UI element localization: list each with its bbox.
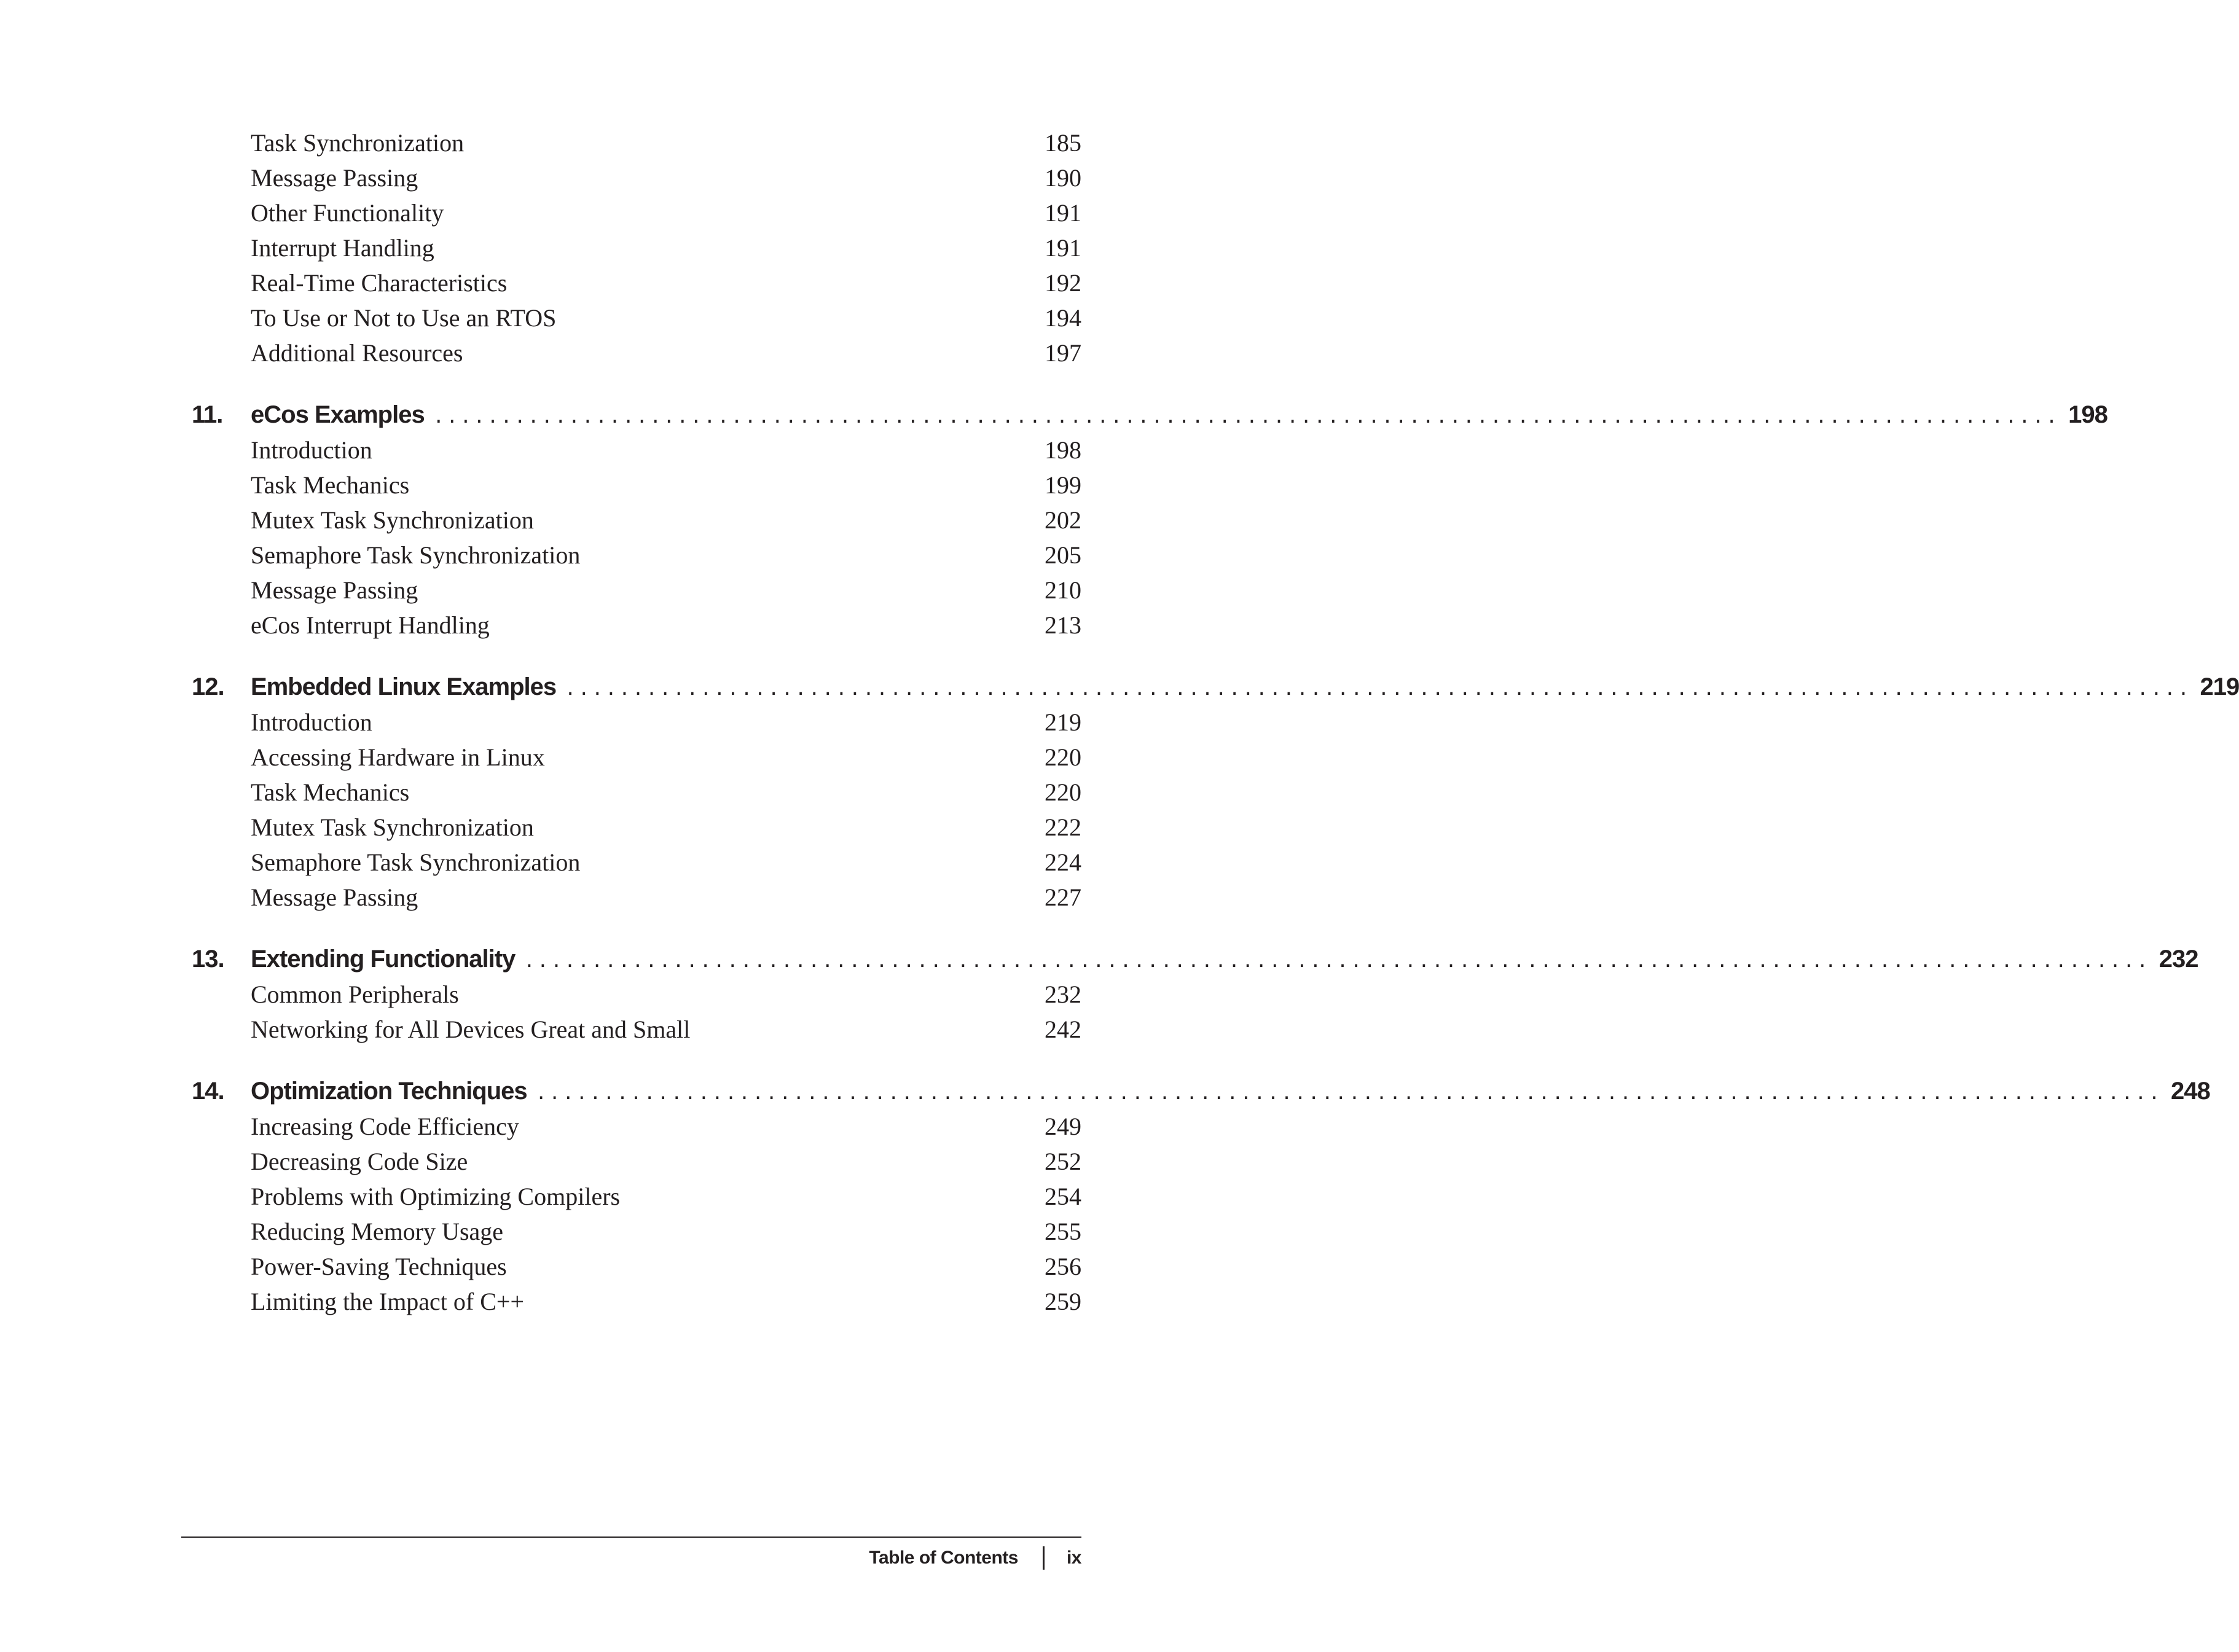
- toc-entry-page: 191: [1045, 234, 1081, 262]
- toc-entry[interactable]: [192, 468, 1081, 503]
- toc-entry[interactable]: [192, 1214, 1081, 1249]
- toc-entry-page: 199: [1045, 471, 1081, 499]
- toc-entry[interactable]: [192, 1179, 1081, 1214]
- toc-entry-title: Mutex Task Synchronization: [251, 506, 534, 534]
- toc-entry-page: 249: [1045, 1113, 1081, 1140]
- toc-entry[interactable]: [192, 810, 1081, 845]
- toc-entry[interactable]: [192, 300, 1081, 335]
- toc-entry[interactable]: [192, 705, 1081, 740]
- page-footer: [869, 1540, 1081, 1576]
- toc-entry-page: 210: [1045, 576, 1081, 604]
- toc-entry-page: 197: [1045, 339, 1081, 367]
- toc-entry[interactable]: [192, 775, 1081, 810]
- toc-entry[interactable]: [192, 433, 1081, 468]
- toc-entry[interactable]: [192, 195, 1081, 230]
- toc-entry-title: Other Functionality: [251, 199, 444, 227]
- chapter-number: 12.: [192, 673, 224, 700]
- chapter-page: 232: [2159, 945, 2198, 973]
- toc-entry[interactable]: [192, 573, 1081, 608]
- toc-entry-title: Accessing Hardware in Linux: [251, 743, 545, 771]
- toc-entry-page: 205: [1045, 541, 1081, 569]
- dot-leader: ........................................................................................................................: [523, 950, 2151, 972]
- toc-entry[interactable]: [192, 608, 1081, 643]
- toc-entry-page: 194: [1045, 304, 1081, 332]
- toc-entry-title: Reducing Memory Usage: [251, 1218, 504, 1245]
- toc-entry-title: Common Peripherals: [251, 981, 459, 1008]
- toc-entry[interactable]: [192, 1109, 1081, 1144]
- dot-leader: ........................................................................................................................: [565, 678, 2192, 700]
- toc-entry-title: Limiting the Impact of C++: [251, 1288, 525, 1315]
- toc-entry-page: 191: [1045, 199, 1081, 227]
- toc-entry-page: 252: [1045, 1148, 1081, 1175]
- chapter-page: 198: [2068, 401, 2108, 428]
- toc-entry-title: Semaphore Task Synchronization: [251, 541, 581, 569]
- toc-entry-title: To Use or Not to Use an RTOS: [251, 304, 557, 332]
- toc-entry[interactable]: [192, 977, 1081, 1012]
- dot-leader: ........................................................................................................................: [433, 406, 2060, 428]
- toc-entry-page: 185: [1045, 129, 1081, 157]
- toc-entry[interactable]: [192, 125, 1081, 160]
- chapter-page: 248: [2171, 1078, 2210, 1105]
- toc-entry[interactable]: [192, 1284, 1081, 1319]
- toc-entry-title: Semaphore Task Synchronization: [251, 848, 581, 876]
- toc-entry-page: 222: [1045, 813, 1081, 841]
- toc-entry[interactable]: [192, 160, 1081, 195]
- dot-leader: ........................................................................................................................: [535, 1082, 2163, 1104]
- toc-entry-page: 202: [1045, 506, 1081, 534]
- toc-entry-page: 224: [1045, 848, 1081, 876]
- toc-entry-title: Networking for All Devices Great and Small: [251, 1016, 691, 1043]
- toc-entry-title: Task Mechanics: [251, 471, 410, 499]
- footer-divider: [181, 1537, 1081, 1538]
- toc-entry[interactable]: [192, 335, 1081, 370]
- toc-entry[interactable]: [192, 1144, 1081, 1179]
- chapter-title: Optimization Techniques: [251, 1078, 527, 1105]
- footer-page-number: ix: [1066, 1548, 1081, 1568]
- footer-separator: [1043, 1546, 1045, 1570]
- toc-entry[interactable]: [192, 1012, 1081, 1047]
- toc-entry-page: 259: [1045, 1288, 1081, 1315]
- toc-entry-title: eCos Interrupt Handling: [251, 611, 490, 639]
- toc-entry-page: 220: [1045, 743, 1081, 771]
- toc-entry[interactable]: [192, 230, 1081, 265]
- toc-entry-page: 198: [1045, 436, 1081, 464]
- footer-section-title: Table of Contents: [869, 1548, 1018, 1568]
- toc-entry-page: 256: [1045, 1253, 1081, 1280]
- toc-entry-title: Message Passing: [251, 576, 418, 604]
- chapter-title: eCos Examples: [251, 401, 425, 428]
- chapter-page: 219: [2200, 673, 2239, 700]
- toc-entry-page: 190: [1045, 164, 1081, 192]
- chapter-heading-13[interactable]: [192, 942, 2198, 977]
- toc-entry-title: Introduction: [251, 708, 372, 736]
- toc-entry-page: 213: [1045, 611, 1081, 639]
- chapter-heading-11[interactable]: [192, 397, 2108, 433]
- toc-entry-page: 192: [1045, 269, 1081, 297]
- toc-entry[interactable]: [192, 845, 1081, 880]
- toc-entry-page: 242: [1045, 1016, 1081, 1043]
- toc-entry-page: 255: [1045, 1218, 1081, 1245]
- chapter-number: 11.: [192, 401, 223, 428]
- chapter-heading-14[interactable]: [192, 1074, 2210, 1109]
- chapter-heading-12[interactable]: [192, 670, 2239, 705]
- toc-entry-title: Decreasing Code Size: [251, 1148, 468, 1175]
- toc-entry-title: Additional Resources: [251, 339, 463, 367]
- toc-entry-title: Mutex Task Synchronization: [251, 813, 534, 841]
- toc-entry[interactable]: [192, 538, 1081, 573]
- toc-entry-title: Message Passing: [251, 883, 418, 911]
- chapter-number: 13.: [192, 945, 224, 973]
- toc-entry-title: Power-Saving Techniques: [251, 1253, 507, 1280]
- toc-entry-page: 254: [1045, 1183, 1081, 1210]
- toc-entry[interactable]: [192, 880, 1081, 915]
- toc-entry[interactable]: [192, 1249, 1081, 1284]
- chapter-title: Embedded Linux Examples: [251, 673, 557, 700]
- toc-entry-page: 219: [1045, 708, 1081, 736]
- chapter-title: Extending Functionality: [251, 945, 516, 973]
- table-of-contents: [192, 125, 2239, 1319]
- toc-entry-page: 227: [1045, 883, 1081, 911]
- toc-entry[interactable]: [192, 265, 1081, 300]
- toc-entry-title: Increasing Code Efficiency: [251, 1113, 519, 1140]
- toc-entry[interactable]: [192, 740, 1081, 775]
- toc-entry[interactable]: [192, 503, 1081, 538]
- toc-entry-title: Task Synchronization: [251, 129, 465, 157]
- toc-entry-title: Real-Time Characteristics: [251, 269, 508, 297]
- toc-entry-page: 220: [1045, 778, 1081, 806]
- toc-entry-title: Task Mechanics: [251, 778, 410, 806]
- toc-entry-page: 232: [1045, 981, 1081, 1008]
- chapter-number: 14.: [192, 1078, 224, 1105]
- toc-entry-title: Introduction: [251, 436, 372, 464]
- toc-entry-title: Problems with Optimizing Compilers: [251, 1183, 621, 1210]
- toc-entry-title: Interrupt Handling: [251, 234, 434, 262]
- toc-entry-title: Message Passing: [251, 164, 418, 192]
